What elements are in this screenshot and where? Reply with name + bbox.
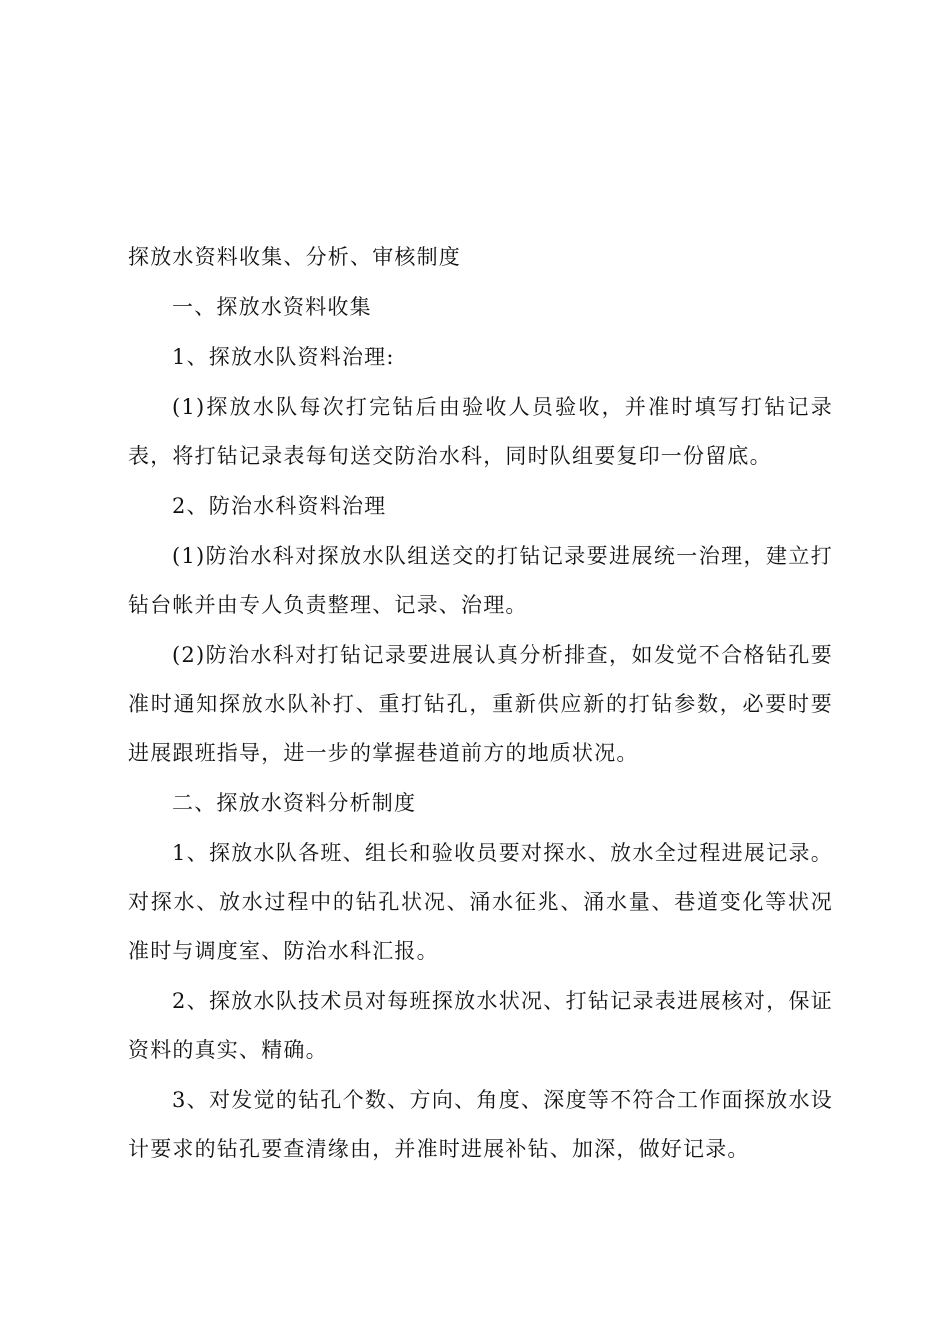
paragraph-analysis-check: (2)防治水科对打钻记录要进展认真分析排查，如发觉不合格钻孔要准时通知探放水队补打、重打钻孔，重新供应新的打钻参数，必要时要进展跟班指导，进一步的掌握巷道前方的地质状况。 xyxy=(128,643,833,765)
document-title: 探放水资料收集、分析、审核制度 xyxy=(128,245,461,269)
section-heading-collection: 一、探放水资料收集 xyxy=(172,295,372,319)
paragraph-nonconforming-holes: 3、对发觉的钻孔个数、方向、角度、深度等不符合工作面探放水设计要求的钻孔要查清缘由，并准时进展补钻、加深，做好记录。 xyxy=(128,1088,833,1161)
document-body xyxy=(128,233,833,1175)
section-heading-analysis: 二、探放水资料分析制度 xyxy=(172,791,417,815)
paragraph-team-record: (1)探放水队每次打完钻后由验收人员验收，并准时填写打钻记录表，将打钻记录表每旬送交防治水科，同时队组要复印一份留底。 xyxy=(128,395,833,468)
paragraph-technician-check: 2、探放水队技术员对每班探放水状况、打钻记录表进展核对，保证资料的真实、精确。 xyxy=(128,989,833,1062)
subsection-heading-water-dept-data: 2、防治水科资料治理 xyxy=(172,494,387,518)
subsection-heading-team-data: 1、探放水队资料治理: xyxy=(172,345,395,369)
paragraph-ledger: (1)防治水科对探放水队组送交的打钻记录要进展统一治理，建立打钻台帐并由专人负责整理、记录、治理。 xyxy=(128,544,833,617)
paragraph-shift-records: 1、探放水队各班、组长和验收员要对探水、放水全过程进展记录。对探水、放水过程中的钻孔状况、涌水征兆、涌水量、巷道变化等状况准时与调度室、防治水科汇报。 xyxy=(128,841,833,963)
